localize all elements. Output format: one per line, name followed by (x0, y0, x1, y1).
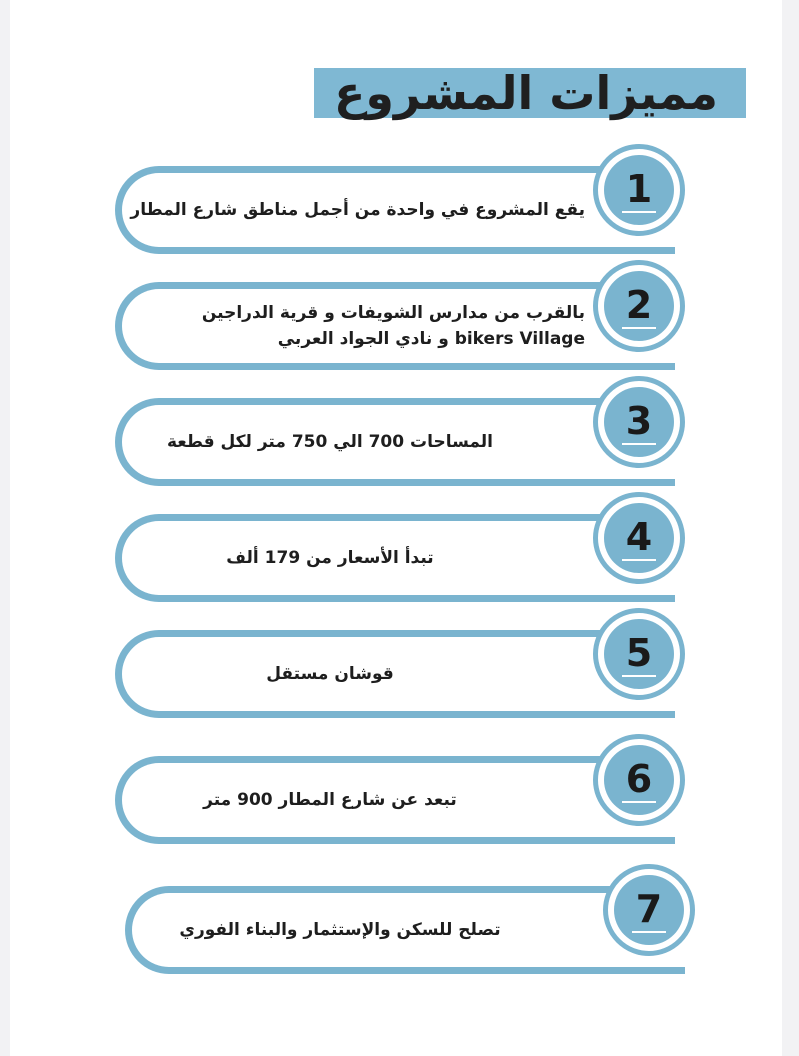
feature-item-3 (115, 398, 685, 498)
feature-item-6 (115, 756, 685, 856)
feature-item-4 (115, 514, 685, 614)
feature-line: bikers Village و نادي الجواد العربي (277, 329, 585, 349)
feature-item-1 (115, 166, 685, 266)
feature-text (135, 756, 525, 844)
number-disc (614, 875, 684, 945)
number-disc (604, 387, 674, 457)
feature-number: 2 (622, 283, 656, 329)
feature-line: بالقرب من مدارس الشويفات و قرية الدراجين (201, 303, 585, 323)
feature-item-7 (125, 886, 695, 986)
number-badge (593, 492, 685, 584)
feature-item-5 (115, 630, 685, 730)
feature-number: 3 (622, 399, 656, 445)
feature-line: يقع المشروع في واحدة من أجمل مناطق شارع المطار (130, 200, 585, 220)
feature-text (135, 398, 525, 486)
feature-line: تبعد عن شارع المطار 900 متر (203, 790, 457, 810)
feature-line: المساحات 700 الي 750 متر لكل قطعة (166, 432, 494, 452)
feature-item-2 (115, 282, 685, 382)
feature-number: 5 (622, 631, 656, 677)
number-disc (604, 503, 674, 573)
number-badge (593, 376, 685, 468)
feature-text (130, 166, 585, 254)
page-title: مميزات المشروع (333, 66, 718, 120)
number-disc (604, 619, 674, 689)
feature-number: 7 (632, 887, 666, 933)
number-badge (593, 144, 685, 236)
feature-number: 4 (622, 515, 656, 561)
feature-line: تبدأ الأسعار من 179 ألف (226, 548, 434, 568)
feature-text (135, 282, 585, 370)
number-disc (604, 271, 674, 341)
feature-text (145, 886, 535, 974)
document-page (10, 0, 782, 1056)
feature-line: قوشان مستقل (266, 664, 394, 684)
feature-number: 1 (622, 167, 656, 213)
feature-number: 6 (622, 757, 656, 803)
number-badge (593, 734, 685, 826)
feature-text (135, 514, 525, 602)
number-badge (603, 864, 695, 956)
number-badge (593, 260, 685, 352)
feature-text (135, 630, 525, 718)
number-disc (604, 745, 674, 815)
feature-line: تصلح للسكن والإستثمار والبناء الفوري (179, 920, 501, 940)
number-disc (604, 155, 674, 225)
number-badge (593, 608, 685, 700)
